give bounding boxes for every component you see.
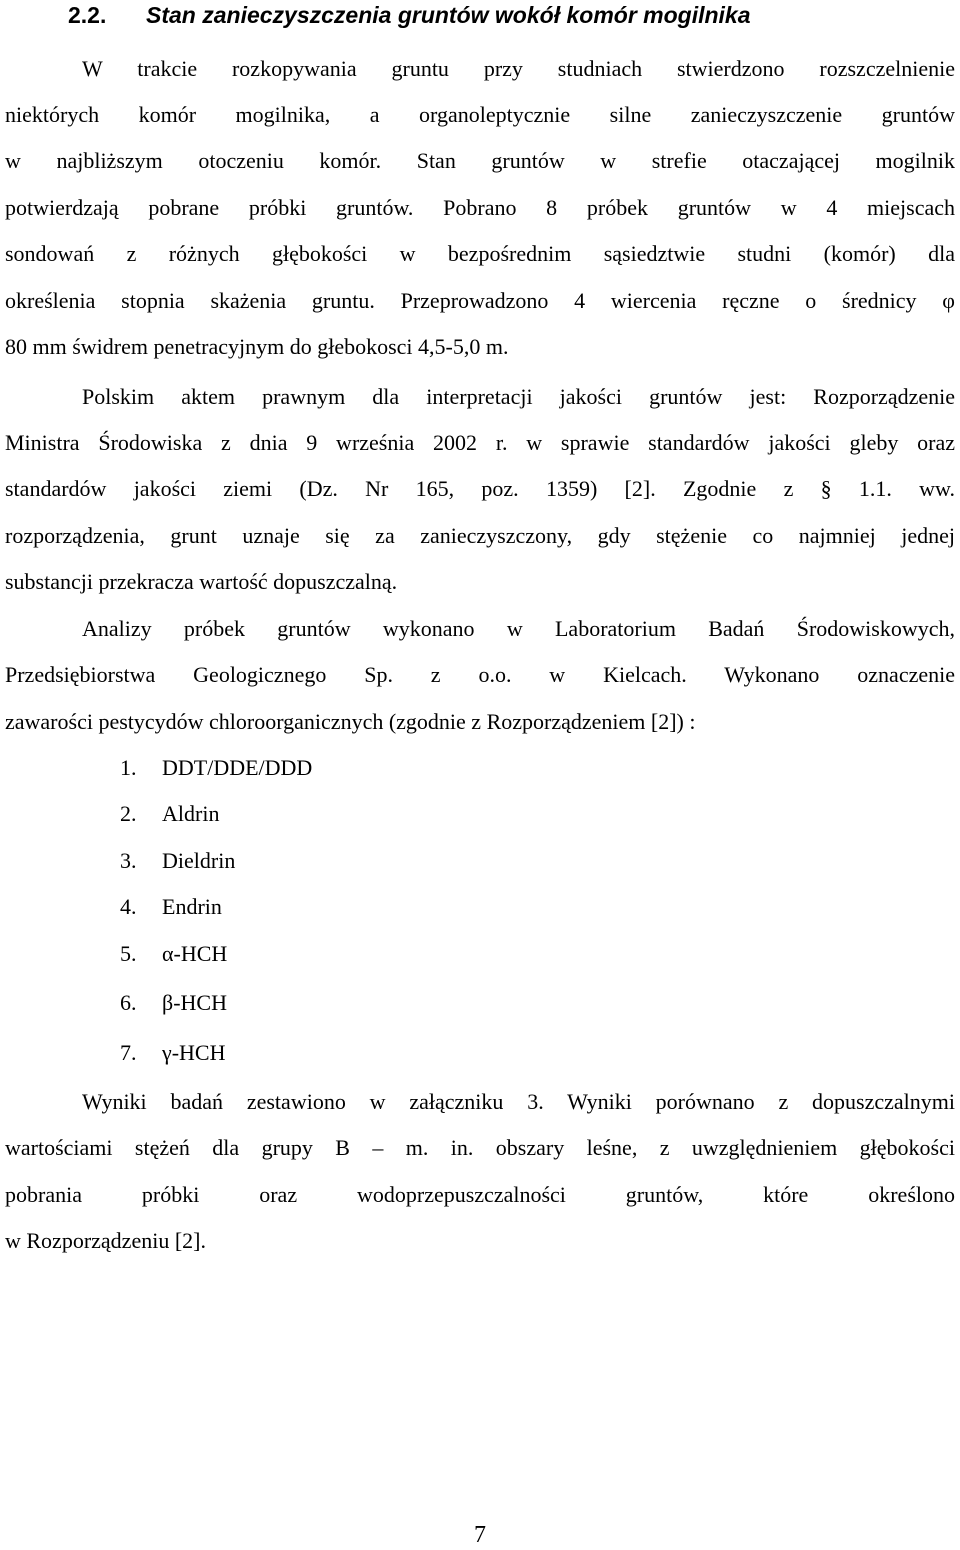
list-item-text: β-HCH bbox=[162, 990, 227, 1015]
paragraph-1-line: niektórych komór mogilnika, a organoleptycznie silne zanieczyszczenie gruntów bbox=[5, 102, 955, 127]
list-item bbox=[120, 791, 219, 837]
paragraph-1-line: w najbliższym otoczeniu komór. Stan gruntów w strefie otaczającej mogilnik bbox=[5, 148, 955, 173]
list-item-text: Endrin bbox=[162, 894, 222, 919]
paragraph-1-line: sondowań z różnych głębokości w bezpośrednim sąsiedztwie studni (komór) dla bbox=[5, 241, 955, 266]
list-item bbox=[120, 884, 222, 930]
paragraph-2-line: substancji przekracza wartość dopuszczalną. bbox=[5, 569, 398, 594]
paragraph-4-line: Wyniki badań zestawiono w załączniku 3. Wyniki porównano z dopuszczalnymi bbox=[82, 1089, 955, 1114]
paragraph-2-line: rozporządzenia, grunt uznaje się za zanieczyszczony, gdy stężenie co najmniej jednej bbox=[5, 523, 955, 548]
list-item bbox=[120, 980, 227, 1026]
list-item-text: γ-HCH bbox=[162, 1040, 226, 1065]
paragraph-2-line: Polskim aktem prawnym dla interpretacji jakości gruntów jest: Rozporządzenie bbox=[82, 384, 955, 409]
section-heading bbox=[0, 0, 960, 34]
list-item-text: DDT/DDE/DDD bbox=[162, 755, 313, 780]
list-item-text: Aldrin bbox=[162, 801, 220, 826]
paragraph-4-line: wartościami stężeń dla grupy B – m. in. obszary leśne, z uwzględnieniem głębokości bbox=[5, 1135, 955, 1160]
paragraph-2-line: standardów jakości ziemi (Dz. Nr 165, poz. 1359) [2]. Zgodnie z § 1.1. ww. bbox=[5, 476, 955, 501]
paragraph-3-line: zawarości pestycydów chloroorganicznych (zgodnie z Rozporządzeniem [2]) : bbox=[5, 709, 696, 734]
section-number: 2.2. bbox=[68, 2, 107, 28]
list-item-number: 1. bbox=[120, 755, 137, 780]
list-item-number: 2. bbox=[120, 801, 137, 826]
paragraph-4-line: w Rozporządzeniu [2]. bbox=[5, 1228, 206, 1253]
list-item-text: Dieldrin bbox=[162, 848, 236, 873]
list-item bbox=[120, 838, 235, 884]
paragraph-1-line: określenia stopnia skażenia gruntu. Przeprowadzono 4 wiercenia ręczne o średnicy φ bbox=[5, 288, 955, 313]
list-item-text: α-HCH bbox=[162, 941, 228, 966]
list-item bbox=[120, 1030, 226, 1076]
paragraph-1-line: 80 mm świdrem penetracyjnym do głebokosci 4,5-5,0 m. bbox=[5, 334, 509, 359]
paragraph-3-line: Przedsiębiorstwa Geologicznego Sp. z o.o. w Kielcach. Wykonano oznaczenie bbox=[5, 662, 955, 687]
paragraph-1-line: potwierdzają pobrane próbki gruntów. Pobrano 8 próbek gruntów w 4 miejscach bbox=[5, 195, 955, 220]
paragraph-2-line: Ministra Środowiska z dnia 9 września 2002 r. w sprawie standardów jakości gleby oraz bbox=[5, 430, 955, 455]
list-item-number: 6. bbox=[120, 990, 137, 1015]
list-item-number: 5. bbox=[120, 941, 137, 966]
section-title: Stan zanieczyszczenia gruntów wokół komór mogilnika bbox=[146, 2, 751, 28]
list-item bbox=[120, 931, 227, 977]
paragraph-4-line: pobrania próbki oraz wodoprzepuszczalności gruntów, które określono bbox=[5, 1182, 955, 1207]
list-item-number: 4. bbox=[120, 894, 137, 919]
list-item-number: 3. bbox=[120, 848, 137, 873]
list-item-number: 7. bbox=[120, 1040, 137, 1065]
list-item bbox=[120, 745, 312, 791]
page-number: 7 bbox=[474, 1522, 486, 1548]
paragraph-1-line: W trakcie rozkopywania gruntu przy studniach stwierdzono rozszczelnienie bbox=[82, 56, 955, 81]
paragraph-3-line: Analizy próbek gruntów wykonano w Laboratorium Badań Środowiskowych, bbox=[82, 616, 955, 641]
